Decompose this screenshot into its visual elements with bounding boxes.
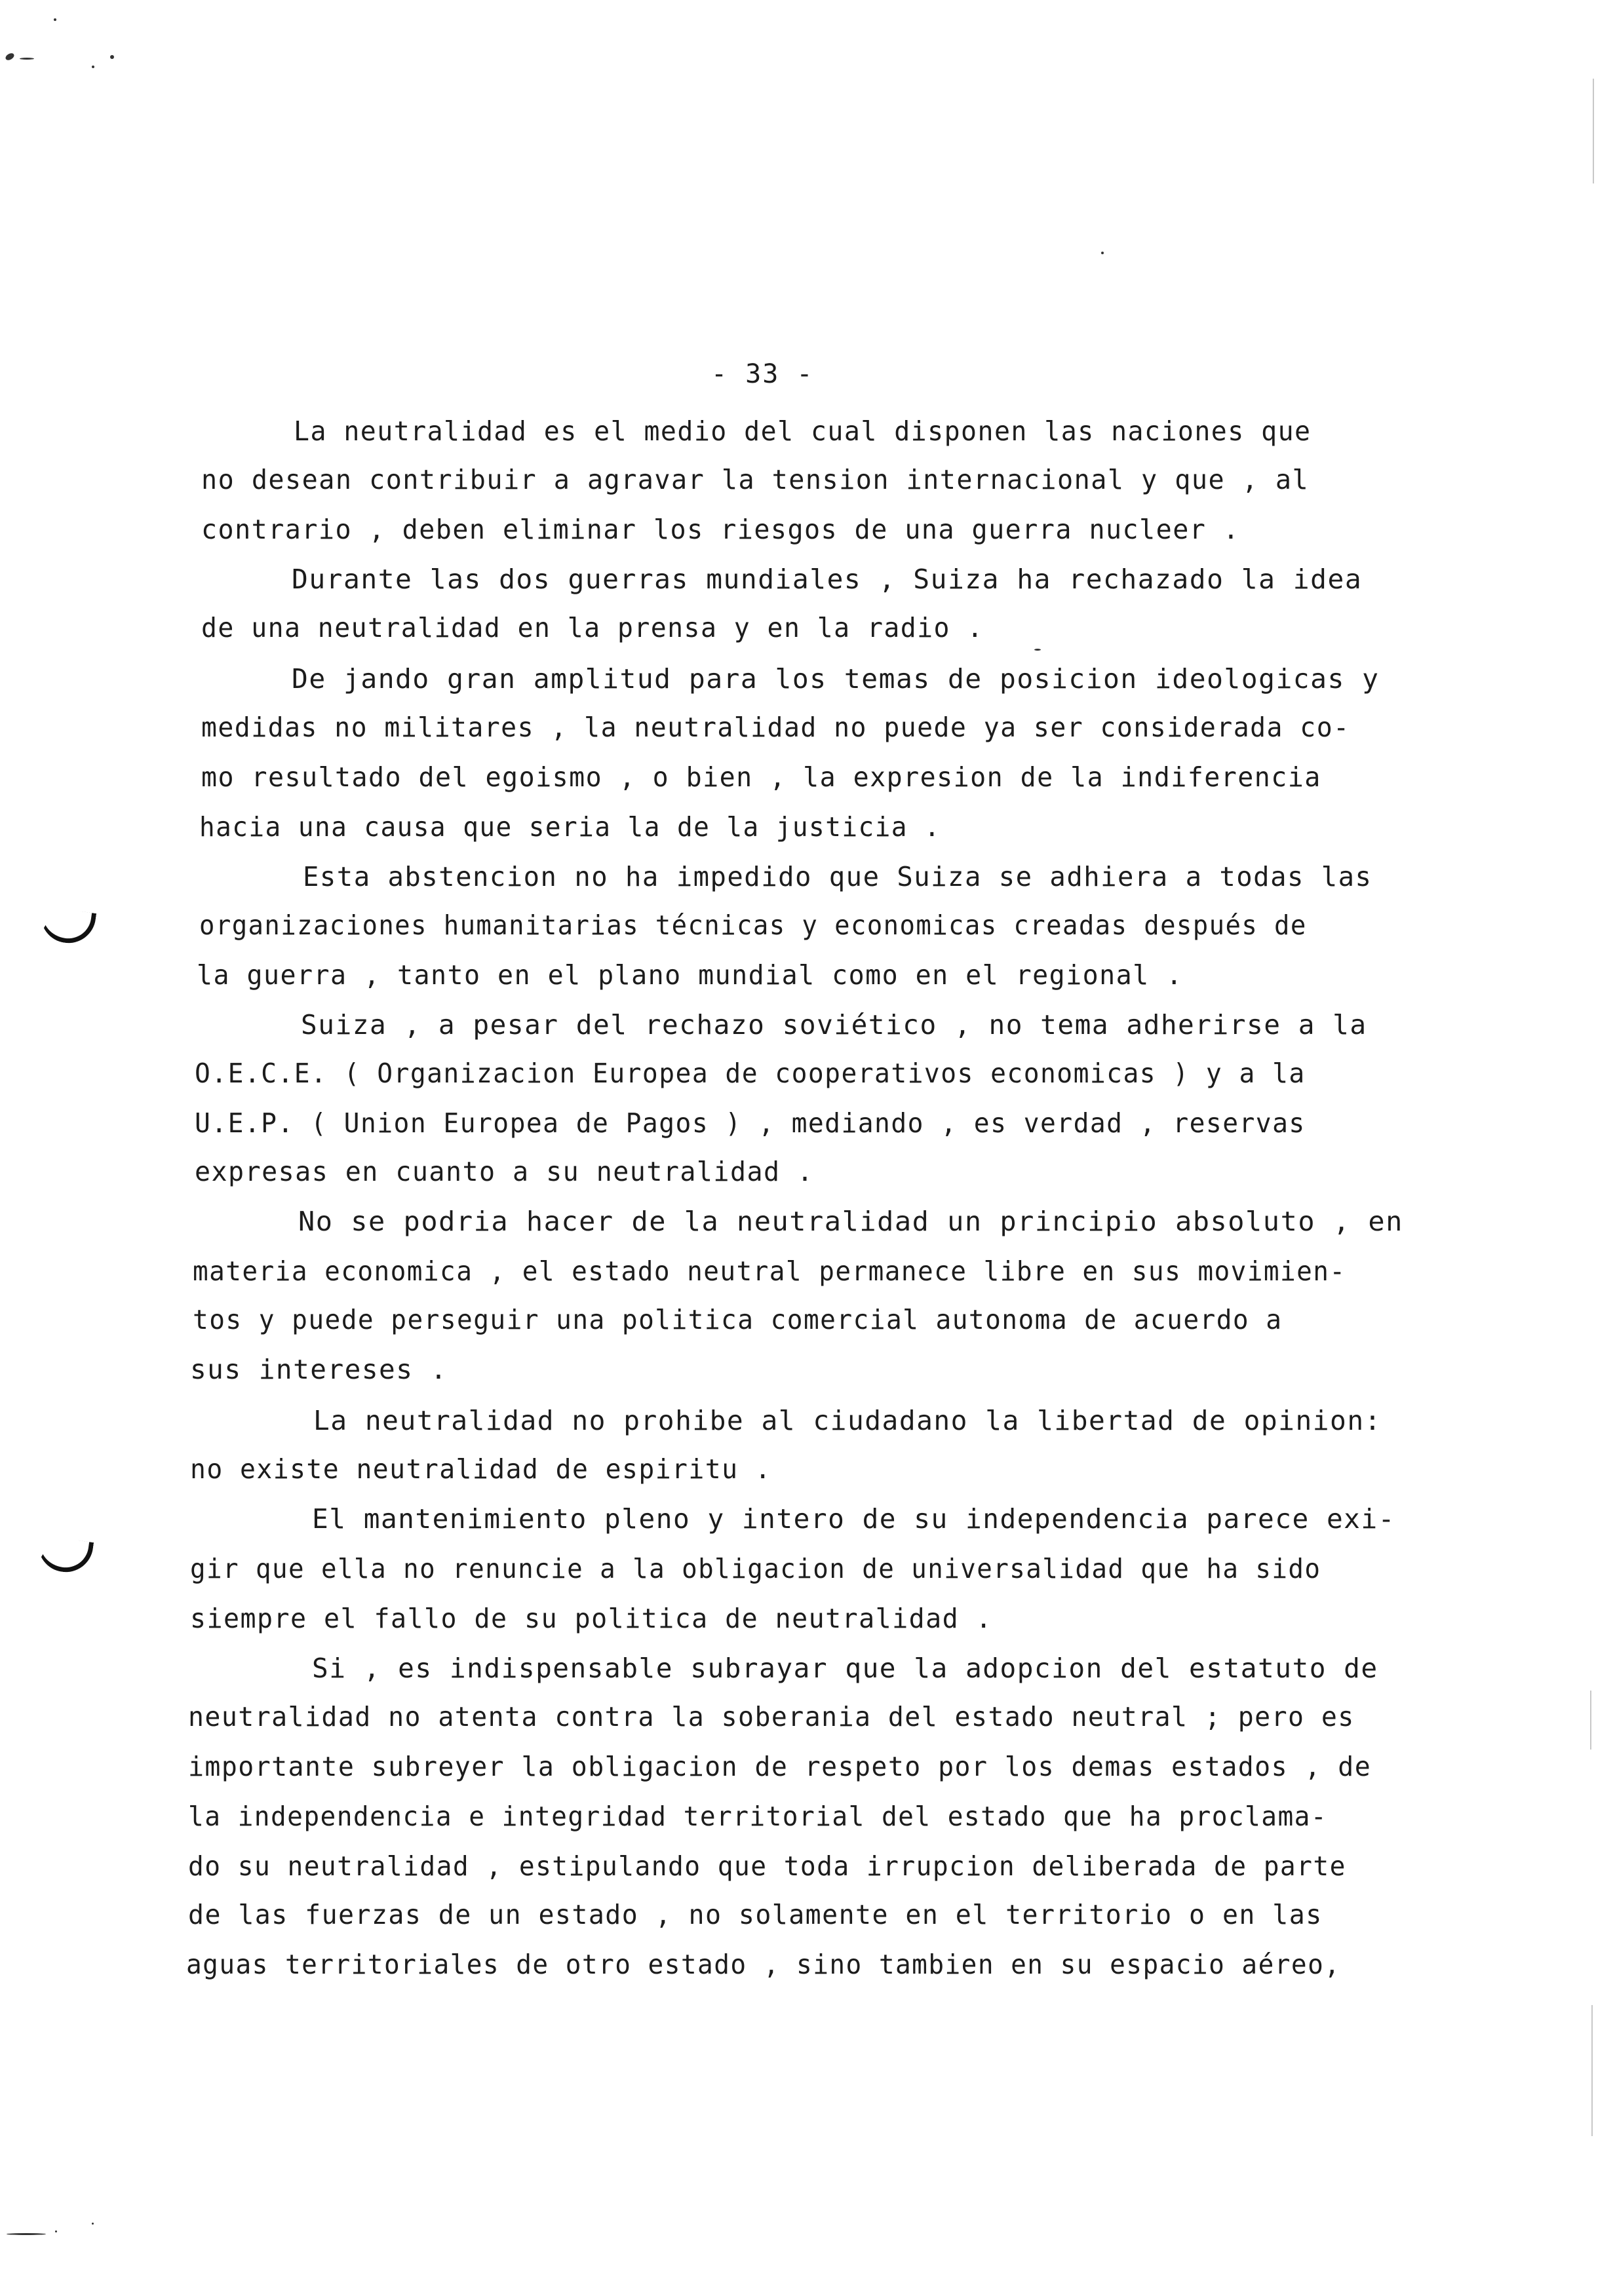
text-line: El mantenimiento pleno y intero de su independencia parece exi-: [312, 1503, 1395, 1535]
text-line: expresas en cuanto a su neutralidad .: [195, 1156, 814, 1187]
scan-edge-line: [1593, 79, 1594, 183]
text-line: hacia una causa que seria la de la justicia .: [199, 811, 941, 843]
text-line: gir que ella no renuncie a la obligacion de universalidad que ha sido: [190, 1553, 1321, 1584]
scan-speck: [92, 66, 94, 68]
text-line: Durante las dos guerras mundiales , Suiza ha rechazado la idea: [292, 564, 1363, 595]
text-line: mo resultado del egoismo , o bien , la expresion de la indiferencia: [201, 761, 1321, 793]
page-number: - 33 -: [711, 359, 814, 389]
text-line: tos y puede perseguir una politica comercial autonoma de acuerdo a: [193, 1304, 1283, 1335]
scan-speck: [92, 2223, 94, 2225]
text-line: de las fuerzas de un estado , no solamente en el territorio o en las: [188, 1899, 1323, 1930]
text-line: De jando gran amplitud para los temas de posicion ideologicas y: [292, 663, 1380, 695]
text-line: La neutralidad es el medio del cual disponen las naciones que: [294, 415, 1312, 447]
text-line: siempre el fallo de su politica de neutralidad .: [190, 1603, 993, 1634]
text-line: medidas no militares , la neutralidad no puede ya ser considerada co-: [201, 712, 1350, 743]
text-line: no desean contribuir a agravar la tension internacional y que , al: [201, 464, 1310, 495]
text-line: No se podria hacer de la neutralidad un principio absoluto , en: [298, 1206, 1403, 1237]
text-line: do su neutralidad , estipulando que toda irrupcion deliberada de parte: [188, 1850, 1346, 1882]
text-line: Esta abstencion no ha impedido que Suiza se adhiera a todas las: [303, 861, 1372, 892]
text-line: La neutralidad no prohibe al ciudadano la libertad de opinion:: [313, 1405, 1382, 1436]
scan-speck: [110, 55, 114, 59]
text-line: Si , es indispensable subrayar que la adopcion del estatuto de: [312, 1653, 1378, 1684]
text-line: U.E.P. ( Union Europea de Pagos ) , mediando , es verdad , reservas: [195, 1107, 1306, 1139]
scan-speck: [1034, 649, 1041, 651]
text-line: de una neutralidad en la prensa y en la radio .: [201, 612, 984, 643]
text-line: contrario , deben eliminar los riesgos de una guerra nucleer .: [201, 514, 1240, 545]
punch-hole-mark: [35, 1535, 94, 1575]
scan-speck: [54, 18, 56, 21]
scan-edge-line: [1591, 2005, 1593, 2136]
scan-speck: [1101, 252, 1104, 254]
text-line: Suiza , a pesar del rechazo soviético , no tema adherirse a la: [301, 1009, 1367, 1041]
text-line: no existe neutralidad de espiritu .: [190, 1453, 772, 1485]
scan-speck: [20, 58, 34, 60]
scan-edge-line: [1590, 1691, 1591, 1750]
text-line: materia economica , el estado neutral permanece libre en sus movimien-: [193, 1255, 1346, 1287]
scan-speck: [7, 2233, 46, 2235]
text-line: la independencia e integridad territorial del estado que ha proclama-: [188, 1801, 1328, 1832]
text-line: O.E.C.E. ( Organizacion Europea de cooperativos economicas ) y a la: [195, 1058, 1306, 1089]
text-line: la guerra , tanto en el plano mundial como en el regional .: [197, 959, 1183, 991]
text-line: sus intereses .: [190, 1354, 448, 1385]
text-line: aguas territoriales de otro estado , sino tambien en su espacio aéreo,: [186, 1949, 1341, 1980]
text-line: organizaciones humanitarias técnicas y economicas creadas después de: [199, 909, 1307, 941]
scan-speck: [55, 2230, 57, 2232]
scan-speck: [5, 52, 16, 62]
text-line: importante subreyer la obligacion de respeto por los demas estados , de: [188, 1751, 1372, 1782]
punch-hole-mark: [37, 906, 96, 946]
text-line: neutralidad no atenta contra la soberania del estado neutral ; pero es: [188, 1701, 1355, 1732]
